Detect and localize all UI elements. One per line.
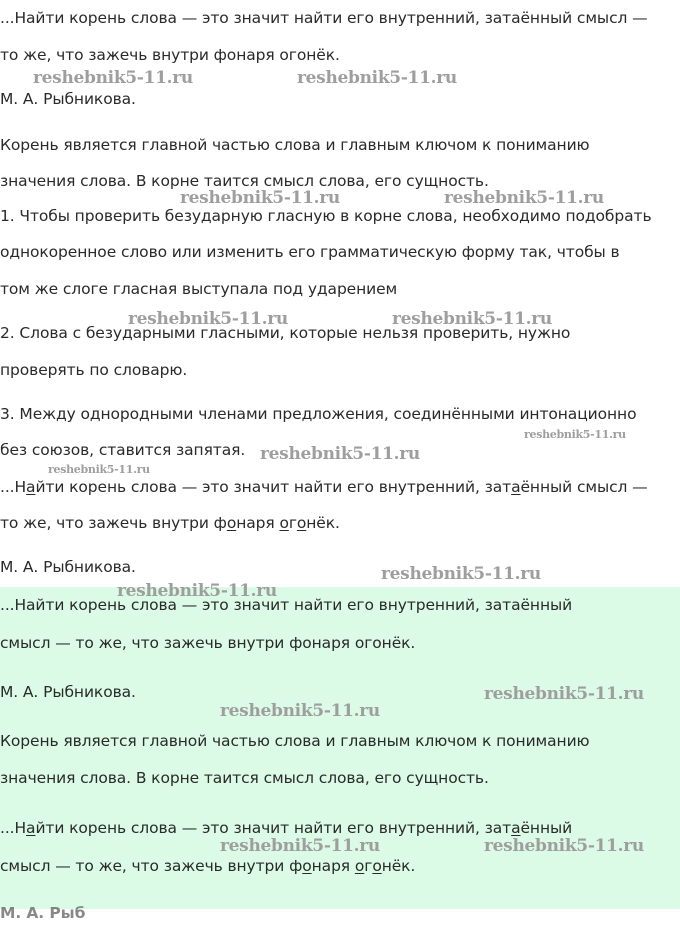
quote-author: М. А. Рыбникова.	[0, 90, 136, 108]
text-fragment: смысл — то же, что зажечь внутри ф	[0, 857, 303, 875]
text-fragment: г	[364, 857, 373, 875]
stressed-vowel: а	[511, 478, 521, 496]
quote-line: ...Найти корень слова — это значит найти его внутренний, затаённый смысл —	[0, 9, 648, 27]
watermark: reshebnik5-11.ru	[220, 701, 380, 721]
paragraph-line: значения слова. В корне таится смысл слова, его сущность.	[0, 172, 489, 190]
text-fragment: г	[288, 514, 297, 532]
paragraph-line: значения слова. В корне таится смысл слова, его сущность.	[0, 769, 489, 787]
stressed-vowel: о	[279, 514, 289, 532]
quote-author: М. А. Рыбникова.	[0, 558, 136, 576]
watermark: reshebnik5-11.ru	[117, 581, 277, 601]
stressed-vowel: о	[296, 514, 307, 532]
text-fragment: то же, что зажечь внутри ф	[0, 514, 227, 532]
rule-3-line: 3. Между однородными членами предложения, соединёнными интонационно	[0, 405, 637, 423]
marked-quote-line	[0, 477, 648, 497]
rule-1-line: 1. Чтобы проверить безударную гласную в корне слова, необходимо подобрать	[0, 207, 652, 225]
quote-author: М. А. Рыбникова.	[0, 683, 136, 701]
stressed-vowel: о	[372, 857, 382, 875]
stressed-vowel: а	[26, 819, 36, 837]
watermark: reshebnik5-11.ru	[180, 188, 340, 208]
stressed-vowel: о	[226, 514, 237, 532]
quote-line: ...Найти корень слова — это значит найти его внутренний, затаённый	[0, 596, 573, 614]
text-fragment: наря	[311, 857, 355, 875]
watermark: reshebnik5-11.ru	[381, 564, 541, 584]
rule-1-line: однокоренное слово или изменить его грамматическую форму так, чтобы в	[0, 243, 620, 261]
stressed-vowel: а	[26, 478, 36, 496]
text-fragment: нёк.	[306, 514, 340, 532]
cut-off-text: М. А. Рыб	[0, 904, 86, 922]
text-fragment: ённый смысл —	[520, 478, 648, 496]
watermark: reshebnik5-11.ru	[484, 684, 644, 704]
watermark: reshebnik5-11.ru	[444, 188, 604, 208]
rule-3-line: без союзов, ставится запятая.	[0, 441, 246, 459]
stressed-vowel: о	[354, 857, 365, 875]
quote-line: то же, что зажечь внутри фонаря огонёк.	[0, 46, 340, 64]
marked-quote-line	[0, 818, 572, 838]
watermark: reshebnik5-11.ru	[128, 309, 288, 329]
watermark: reshebnik5-11.ru	[48, 463, 150, 476]
text-fragment: наря	[236, 514, 280, 532]
text-fragment: ...Н	[0, 478, 27, 496]
marked-quote-line	[0, 513, 340, 533]
rule-2-line: проверять по словарю.	[0, 361, 188, 379]
quote-line: смысл — то же, что зажечь внутри фонаря огонёк.	[0, 634, 416, 652]
text-fragment: йти корень слова — это значит найти его внутренний, зат	[35, 819, 512, 837]
watermark: reshebnik5-11.ru	[220, 836, 380, 856]
watermark: reshebnik5-11.ru	[297, 68, 457, 88]
paragraph-line: Корень является главной частью слова и главным ключом к пониманию	[0, 732, 590, 750]
marked-quote-line	[0, 856, 415, 876]
text-fragment: йти корень слова — это значит найти его внутренний, зат	[35, 478, 512, 496]
watermark: reshebnik5-11.ru	[524, 428, 626, 441]
watermark: reshebnik5-11.ru	[484, 836, 644, 856]
watermark: reshebnik5-11.ru	[260, 444, 420, 464]
text-fragment: нёк.	[381, 857, 416, 875]
text-fragment: ...Н	[0, 819, 27, 837]
cut-off-line	[0, 904, 86, 922]
rule-1-line: том же слоге гласная выступала под ударением	[0, 280, 398, 298]
text-fragment: ённый	[520, 819, 573, 837]
paragraph-line: Корень является главной частью слова и главным ключом к пониманию	[0, 136, 590, 154]
stressed-vowel: а	[511, 819, 521, 837]
watermark: reshebnik5-11.ru	[392, 309, 552, 329]
watermark: reshebnik5-11.ru	[33, 68, 193, 88]
rule-2-line: 2. Слова с безударными гласными, которые нельзя проверить, нужно	[0, 324, 571, 342]
stressed-vowel: о	[302, 857, 312, 875]
